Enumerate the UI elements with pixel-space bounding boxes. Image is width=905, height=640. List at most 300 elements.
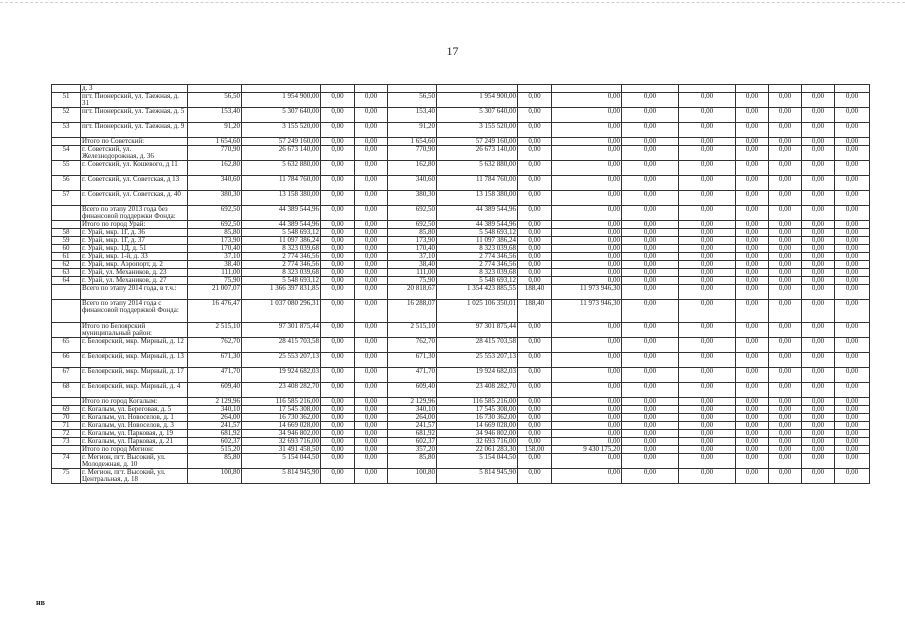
row-number (52, 221, 81, 229)
row-value-6: 3 155 520,00 (437, 123, 518, 138)
row-address: г. Урай, ул. Механиков, д. 23 (81, 269, 188, 277)
row-value-5: 170,40 (388, 245, 437, 253)
row-value-5: 602,37 (388, 438, 437, 446)
row-value-2: 44 389 544,96 (242, 221, 321, 229)
row-value-13: 0,00 (802, 93, 835, 108)
row-value-1: 75,90 (188, 277, 242, 285)
row-address: г. Урай, мкр. 1Д, д. 51 (81, 245, 188, 253)
row-value-2: 8 323 039,68 (242, 269, 321, 277)
row-address: г. Белоярский, мкр. Мирный, д. 12 (81, 338, 188, 353)
row-value-2: 44 389 544,96 (242, 206, 321, 221)
row-value-6: 116 585 216,00 (437, 398, 518, 406)
row-address: Всего по этапу 2013 года без финансовой поддержки Фонда: (81, 206, 188, 221)
row-value-13: 0,00 (802, 261, 835, 269)
row-value-11: 0,00 (736, 438, 769, 446)
row-value-2: 5 307 640,00 (242, 108, 321, 123)
row-value-12: 0,00 (769, 138, 802, 146)
row-value-4: 0,00 (355, 123, 388, 138)
row-value-7: 0,00 (518, 469, 552, 484)
row-value-10: 0,00 (679, 368, 736, 383)
row-value-12: 0,00 (769, 261, 802, 269)
row-value-14: 0,00 (835, 446, 870, 454)
row-value-11: 0,00 (736, 176, 769, 191)
row-value-12: 0,00 (769, 368, 802, 383)
row-value-1: 692,50 (188, 206, 242, 221)
row-value-9: 0,00 (622, 229, 679, 237)
row-value-9: 0,00 (622, 454, 679, 469)
row-address: г. Белоярский, мкр. Мирный, д. 13 (81, 353, 188, 368)
row-value-9: 0,00 (622, 108, 679, 123)
row-value-13: 0,00 (802, 176, 835, 191)
row-value-8: 0,00 (552, 146, 622, 161)
row-value-9: 0,00 (622, 285, 679, 300)
row-value-12: 0,00 (769, 398, 802, 406)
row-value-4: 0,00 (355, 176, 388, 191)
table-row (52, 123, 870, 138)
row-value-4: 0,00 (355, 191, 388, 206)
row-value-4: 0,00 (355, 93, 388, 108)
row-value-5: 100,80 (388, 469, 437, 484)
row-value-5: 16 288,07 (388, 300, 437, 323)
row-value-5: 692,50 (388, 206, 437, 221)
row-value-2: 26 673 140,00 (242, 146, 321, 161)
row-value-7: 188,40 (518, 300, 552, 323)
row-value-4: 0,00 (355, 398, 388, 406)
row-value-1: 340,10 (188, 406, 242, 414)
row-value-14: 0,00 (835, 383, 870, 398)
row-value-1: 153,40 (188, 108, 242, 123)
row-value-12: 0,00 (769, 146, 802, 161)
row-value-14: 0,00 (835, 398, 870, 406)
row-value-1: 264,00 (188, 414, 242, 422)
row-value-3: 0,00 (321, 206, 355, 221)
row-value-1: 671,30 (188, 353, 242, 368)
row-number: 57 (52, 191, 81, 206)
row-value-14: 0,00 (835, 123, 870, 138)
row-value-5: 75,90 (388, 277, 437, 285)
row-value-5: 770,90 (388, 146, 437, 161)
row-value-2: 97 301 875,44 (242, 323, 321, 338)
row-value-14: 0,00 (835, 430, 870, 438)
row-value-11: 0,00 (736, 300, 769, 323)
row-value-12: 0,00 (769, 245, 802, 253)
row-value-13: 0,00 (802, 430, 835, 438)
row-value-4: 0,00 (355, 338, 388, 353)
row-address: пгт. Пионерский, ул. Таежная, д. 9 (81, 123, 188, 138)
row-value-2 (242, 85, 321, 93)
row-value-7: 0,00 (518, 338, 552, 353)
row-value-9: 0,00 (622, 353, 679, 368)
row-value-12: 0,00 (769, 353, 802, 368)
row-value-3: 0,00 (321, 285, 355, 300)
row-value-3: 0,00 (321, 300, 355, 323)
row-value-10: 0,00 (679, 221, 736, 229)
row-value-10: 0,00 (679, 191, 736, 206)
row-value-7: 0,00 (518, 277, 552, 285)
row-value-6: 1 025 106 350,01 (437, 300, 518, 323)
row-value-1: 85,80 (188, 454, 242, 469)
row-value-3: 0,00 (321, 176, 355, 191)
row-value-2: 5 154 044,50 (242, 454, 321, 469)
row-value-7: 0,00 (518, 261, 552, 269)
row-number: 71 (52, 422, 81, 430)
row-value-5: 56,50 (388, 93, 437, 108)
row-value-3: 0,00 (321, 108, 355, 123)
row-value-11: 0,00 (736, 383, 769, 398)
row-value-4: 0,00 (355, 368, 388, 383)
row-value-12: 0,00 (769, 469, 802, 484)
row-value-9: 0,00 (622, 414, 679, 422)
row-address: г. Мегион, пгт. Высокий, ул. Молодежная, д. 10 (81, 454, 188, 469)
table-row (52, 277, 870, 285)
table-row (52, 430, 870, 438)
row-value-6: 57 249 160,00 (437, 138, 518, 146)
row-value-6: 16 730 362,00 (437, 414, 518, 422)
row-value-8: 0,00 (552, 430, 622, 438)
row-value-4: 0,00 (355, 353, 388, 368)
row-value-8: 0,00 (552, 469, 622, 484)
row-value-2: 32 693 716,00 (242, 438, 321, 446)
row-value-1: 770,90 (188, 146, 242, 161)
row-value-12: 0,00 (769, 206, 802, 221)
row-value-8: 0,00 (552, 323, 622, 338)
row-value-2: 5 548 693,12 (242, 229, 321, 237)
row-value-14: 0,00 (835, 176, 870, 191)
row-address: г. Советский, ул. Советская, д. 40 (81, 191, 188, 206)
row-number (52, 446, 81, 454)
row-value-13: 0,00 (802, 323, 835, 338)
row-value-10: 0,00 (679, 338, 736, 353)
footer-mark: нв (36, 598, 45, 607)
row-value-2: 8 323 039,68 (242, 245, 321, 253)
table-row (52, 300, 870, 323)
row-value-9: 0,00 (622, 446, 679, 454)
row-value-3: 0,00 (321, 414, 355, 422)
row-address: г. Когалым, ул. Парковая, д. 19 (81, 430, 188, 438)
row-value-6: 14 669 028,00 (437, 422, 518, 430)
row-value-12 (769, 85, 802, 93)
row-number (52, 206, 81, 221)
row-value-4: 0,00 (355, 261, 388, 269)
row-value-8: 0,00 (552, 414, 622, 422)
row-number (52, 285, 81, 300)
row-value-8: 0,00 (552, 353, 622, 368)
row-value-2: 2 774 346,56 (242, 253, 321, 261)
row-value-5: 20 818,67 (388, 285, 437, 300)
row-value-9: 0,00 (622, 269, 679, 277)
row-value-2: 57 249 160,00 (242, 138, 321, 146)
table-row (52, 93, 870, 108)
row-value-11: 0,00 (736, 123, 769, 138)
row-value-9: 0,00 (622, 430, 679, 438)
row-value-9: 0,00 (622, 300, 679, 323)
row-value-4: 0,00 (355, 206, 388, 221)
row-value-5: 264,00 (388, 414, 437, 422)
row-value-11: 0,00 (736, 229, 769, 237)
row-value-10: 0,00 (679, 93, 736, 108)
table-row (52, 469, 870, 484)
row-value-3: 0,00 (321, 277, 355, 285)
table-row (52, 191, 870, 206)
row-address: г. Урай, мкр. Аэропорт, д. 2 (81, 261, 188, 269)
row-number: 52 (52, 108, 81, 123)
row-value-10: 0,00 (679, 353, 736, 368)
row-number: 64 (52, 277, 81, 285)
row-address: г. Когалым, ул. Новоселов, д. 3 (81, 422, 188, 430)
row-number: 68 (52, 383, 81, 398)
row-value-5: 2 515,10 (388, 323, 437, 338)
row-value-14: 0,00 (835, 245, 870, 253)
row-value-10: 0,00 (679, 323, 736, 338)
row-value-10: 0,00 (679, 398, 736, 406)
row-value-9: 0,00 (622, 245, 679, 253)
row-value-12: 0,00 (769, 253, 802, 261)
row-value-8: 9 430 175,20 (552, 446, 622, 454)
row-value-10: 0,00 (679, 469, 736, 484)
row-address: г. Когалым, ул. Парковая, д. 21 (81, 438, 188, 446)
row-value-13: 0,00 (802, 269, 835, 277)
row-value-13: 0,00 (802, 123, 835, 138)
row-value-3: 0,00 (321, 438, 355, 446)
row-value-3: 0,00 (321, 161, 355, 176)
row-value-6 (437, 85, 518, 93)
row-value-4: 0,00 (355, 469, 388, 484)
row-value-5: 471,70 (388, 368, 437, 383)
table-row (52, 353, 870, 368)
row-value-5: 380,30 (388, 191, 437, 206)
row-value-8: 0,00 (552, 229, 622, 237)
row-value-8: 11 973 946,30 (552, 300, 622, 323)
table-row (52, 161, 870, 176)
row-address: Итого по город Когалым: (81, 398, 188, 406)
row-value-5: 111,00 (388, 269, 437, 277)
row-value-5: 692,50 (388, 221, 437, 229)
row-value-8: 0,00 (552, 406, 622, 414)
table-row (52, 245, 870, 253)
row-value-13: 0,00 (802, 138, 835, 146)
row-value-5 (388, 85, 437, 93)
row-value-7: 0,00 (518, 108, 552, 123)
row-value-13: 0,00 (802, 146, 835, 161)
row-number: 53 (52, 123, 81, 138)
row-value-1: 762,70 (188, 338, 242, 353)
row-value-6: 5 307 640,00 (437, 108, 518, 123)
row-value-4: 0,00 (355, 430, 388, 438)
row-value-1: 340,60 (188, 176, 242, 191)
row-value-10: 0,00 (679, 454, 736, 469)
row-value-9: 0,00 (622, 161, 679, 176)
row-value-5: 91,20 (388, 123, 437, 138)
row-value-1: 162,80 (188, 161, 242, 176)
row-value-4: 0,00 (355, 406, 388, 414)
row-number: 51 (52, 93, 81, 108)
row-value-7: 0,00 (518, 398, 552, 406)
row-value-9: 0,00 (622, 338, 679, 353)
row-value-6: 8 323 039,68 (437, 245, 518, 253)
data-table (51, 84, 870, 484)
row-number: 58 (52, 229, 81, 237)
row-value-1: 111,00 (188, 269, 242, 277)
row-value-13: 0,00 (802, 368, 835, 383)
row-value-11: 0,00 (736, 430, 769, 438)
row-value-6: 1 354 423 885,55 (437, 285, 518, 300)
row-value-2: 1 366 397 831,85 (242, 285, 321, 300)
row-value-11: 0,00 (736, 93, 769, 108)
row-value-6: 44 389 544,96 (437, 221, 518, 229)
row-value-8: 0,00 (552, 454, 622, 469)
row-address: г. Советский, ул. Советская, д 13 (81, 176, 188, 191)
row-value-2: 14 669 028,00 (242, 422, 321, 430)
row-value-13: 0,00 (802, 108, 835, 123)
row-number: 74 (52, 454, 81, 469)
table-row (52, 323, 870, 338)
row-value-9: 0,00 (622, 206, 679, 221)
row-value-14: 0,00 (835, 161, 870, 176)
row-value-4: 0,00 (355, 422, 388, 430)
row-value-2: 2 774 346,56 (242, 261, 321, 269)
row-value-10: 0,00 (679, 123, 736, 138)
row-value-7: 0,00 (518, 161, 552, 176)
row-value-5: 85,80 (388, 454, 437, 469)
row-value-1: 471,70 (188, 368, 242, 383)
row-value-10: 0,00 (679, 422, 736, 430)
row-value-6: 5 154 044,50 (437, 454, 518, 469)
row-value-9: 0,00 (622, 176, 679, 191)
row-value-12: 0,00 (769, 123, 802, 138)
row-value-6: 1 954 900,00 (437, 93, 518, 108)
row-value-2: 5 814 945,90 (242, 469, 321, 484)
row-value-11: 0,00 (736, 446, 769, 454)
row-value-5: 241,57 (388, 422, 437, 430)
row-value-7: 0,00 (518, 123, 552, 138)
row-value-12: 0,00 (769, 221, 802, 229)
row-value-6: 22 061 283,30 (437, 446, 518, 454)
row-value-13: 0,00 (802, 245, 835, 253)
row-address: г. Советский, ул. Железнодорожная, д. 36 (81, 146, 188, 161)
row-value-8: 0,00 (552, 338, 622, 353)
row-value-6: 5 548 693,12 (437, 277, 518, 285)
row-value-2: 34 946 802,00 (242, 430, 321, 438)
row-value-10: 0,00 (679, 269, 736, 277)
table-row (52, 422, 870, 430)
row-value-5: 357,20 (388, 446, 437, 454)
row-value-9: 0,00 (622, 469, 679, 484)
table-row (52, 269, 870, 277)
row-value-10: 0,00 (679, 300, 736, 323)
row-value-10: 0,00 (679, 176, 736, 191)
row-value-11: 0,00 (736, 398, 769, 406)
row-address: г. Урай, ул. Механиков, д. 27 (81, 277, 188, 285)
row-value-8: 0,00 (552, 138, 622, 146)
row-value-7: 0,00 (518, 176, 552, 191)
row-value-7: 158,00 (518, 446, 552, 454)
row-value-1 (188, 85, 242, 93)
row-value-6: 19 924 682,03 (437, 368, 518, 383)
row-value-14: 0,00 (835, 93, 870, 108)
row-value-6: 11 784 760,00 (437, 176, 518, 191)
row-value-4: 0,00 (355, 438, 388, 446)
row-number (52, 300, 81, 323)
table-row (52, 146, 870, 161)
row-number: 72 (52, 430, 81, 438)
row-value-14: 0,00 (835, 206, 870, 221)
row-value-12: 0,00 (769, 237, 802, 245)
row-value-14: 0,00 (835, 368, 870, 383)
row-value-4: 0,00 (355, 446, 388, 454)
row-value-4: 0,00 (355, 285, 388, 300)
row-value-5: 173,90 (388, 237, 437, 245)
row-value-3: 0,00 (321, 398, 355, 406)
row-value-5: 671,30 (388, 353, 437, 368)
row-value-3: 0,00 (321, 229, 355, 237)
table-row (52, 406, 870, 414)
row-value-11: 0,00 (736, 237, 769, 245)
row-value-13: 0,00 (802, 300, 835, 323)
row-value-11: 0,00 (736, 323, 769, 338)
row-value-12: 0,00 (769, 285, 802, 300)
row-value-1: 38,40 (188, 261, 242, 269)
row-value-11: 0,00 (736, 221, 769, 229)
row-value-7: 0,00 (518, 253, 552, 261)
row-address: г. Когалым, ул. Новоселов, д. 1 (81, 414, 188, 422)
row-address: г. Когалым, ул. Береговая, д. 5 (81, 406, 188, 414)
row-value-14: 0,00 (835, 221, 870, 229)
row-value-1: 241,57 (188, 422, 242, 430)
row-value-6: 2 774 346,56 (437, 261, 518, 269)
row-value-6: 25 553 207,13 (437, 353, 518, 368)
row-value-12: 0,00 (769, 454, 802, 469)
row-number: 66 (52, 353, 81, 368)
row-value-2: 1 954 900,00 (242, 93, 321, 108)
row-value-5: 340,60 (388, 176, 437, 191)
row-value-9: 0,00 (622, 422, 679, 430)
row-value-3: 0,00 (321, 146, 355, 161)
row-value-10: 0,00 (679, 245, 736, 253)
row-value-10: 0,00 (679, 108, 736, 123)
row-value-7: 0,00 (518, 93, 552, 108)
row-value-2: 5 632 880,00 (242, 161, 321, 176)
row-value-9: 0,00 (622, 138, 679, 146)
row-number: 70 (52, 414, 81, 422)
row-value-12: 0,00 (769, 338, 802, 353)
table-row (52, 438, 870, 446)
row-value-10: 0,00 (679, 206, 736, 221)
row-value-8: 0,00 (552, 398, 622, 406)
table-row (52, 229, 870, 237)
row-value-6: 2 774 346,56 (437, 253, 518, 261)
row-value-12: 0,00 (769, 446, 802, 454)
row-value-8 (552, 85, 622, 93)
row-value-4: 0,00 (355, 221, 388, 229)
row-value-2: 1 037 080 296,31 (242, 300, 321, 323)
row-value-6: 23 408 282,70 (437, 383, 518, 398)
row-number: 55 (52, 161, 81, 176)
row-address: Итого по Белоярский муниципальный район: (81, 323, 188, 338)
row-value-3: 0,00 (321, 338, 355, 353)
row-value-11: 0,00 (736, 261, 769, 269)
row-value-1: 100,80 (188, 469, 242, 484)
row-number (52, 85, 81, 93)
row-value-13: 0,00 (802, 237, 835, 245)
row-value-4: 0,00 (355, 277, 388, 285)
row-value-6: 5 548 693,12 (437, 229, 518, 237)
row-value-3: 0,00 (321, 406, 355, 414)
row-value-10 (679, 85, 736, 93)
row-value-1: 681,92 (188, 430, 242, 438)
row-value-2: 31 491 458,50 (242, 446, 321, 454)
row-value-13: 0,00 (802, 206, 835, 221)
row-number: 63 (52, 269, 81, 277)
